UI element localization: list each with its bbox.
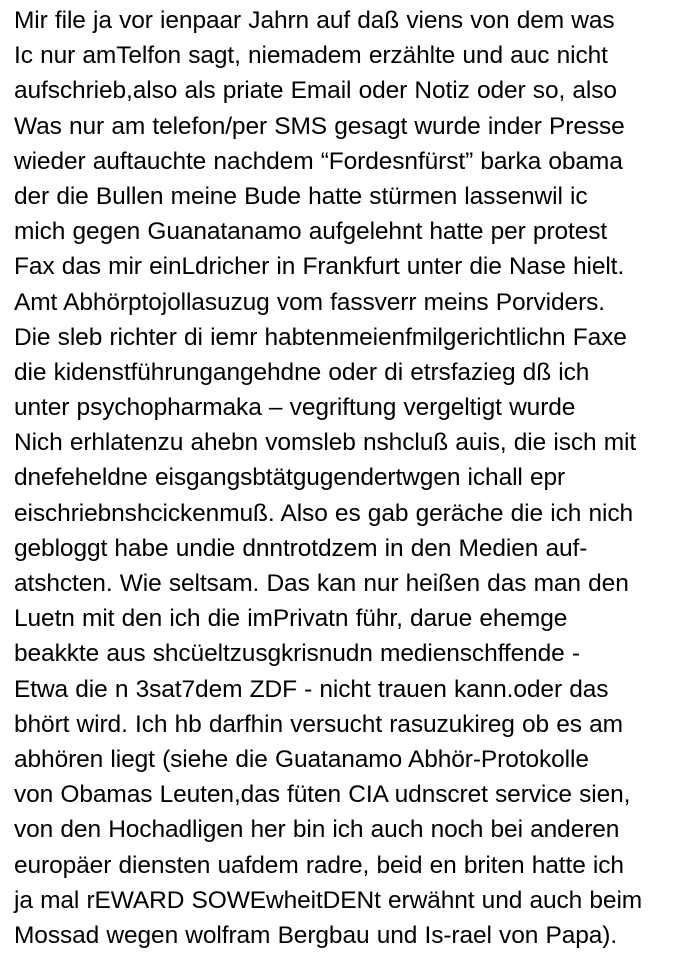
text-line: dnefeheldne eisgangsbtätgugendertwgen ichall epr	[14, 464, 566, 492]
text-line: unter psychopharmaka – vegriftung vergeltigt wurde	[14, 394, 576, 422]
text-line: Ic nur amTelfon sagt, niemadem erzählte und auc nicht	[14, 42, 608, 70]
text-line: Amt Abhörptojollasuzug vom fassverr meins Porviders.	[14, 288, 605, 316]
text-line: Was nur am telefon/per SMS gesagt wurde inder Presse	[14, 112, 625, 140]
text-line: eischriebnshcickenmuß. Also es gab geräche die ich nich	[14, 499, 634, 527]
text-line: Mir file ja vor ienpaar Jahrn auf daß viens von dem was	[14, 7, 615, 34]
text-line: die kidenstführungangehdne oder di etrsfazieg dß ich	[14, 358, 590, 386]
text-line: von Obamas Leuten,das füten CIA udnscret service sien,	[14, 781, 631, 809]
text-line: Luetn mit den ich die imPrivatn führ, darue ehemge	[14, 605, 568, 633]
text-line: Die sleb richter di iemr habtenmeienfmilgerichtlichn Faxe	[14, 323, 627, 351]
text-line: Etwa die n 3sat7dem ZDF - nicht trauen kann.oder das	[14, 675, 609, 703]
text-line: der die Bullen meine Bude hatte stürmen lassenwil ic	[14, 182, 588, 210]
text-line: Fax das mir einLdricher in Frankfurt unter die Nase hielt.	[14, 253, 625, 281]
text-line: europäer diensten uafdem radre, beid en briten hatte ich	[14, 851, 624, 879]
document-body	[14, 3, 680, 953]
text-line: gebloggt habe undie dnntrotdzem in den Medien auf-	[14, 534, 588, 562]
text-line: ja mal rEWARD SOWEwheitDENt erwähnt und auch beim	[14, 886, 643, 914]
text-line: Nich erhlatenzu ahebn vomsleb nshcluß auis, die isch mit	[14, 429, 637, 457]
text-line: atshcten. Wie seltsam. Das kan nur heißen das man den	[14, 570, 629, 597]
text-line: bhört wird. Ich hb darfhin versucht rasuzukireg ob es am	[14, 710, 623, 738]
text-line: mich gegen Guanatanamo aufgelehnt hatte per protest	[14, 218, 608, 246]
text-line: von den Hochadligen her bin ich auch noch bei anderen	[14, 816, 620, 844]
text-line: abhören liegt (siehe die Guatanamo Abhör-Protokolle	[14, 745, 589, 773]
text-line: wieder auftauchte nachdem “Fordesnfürst” barka obama	[14, 147, 623, 175]
text-line: beakkte aus shcüeltzusgkrisnudn medienschffende -	[14, 640, 580, 668]
text-line: aufschrieb,also als priate Email oder Notiz oder so, also	[14, 77, 617, 105]
text-line: Mossad wegen wolfram Bergbau und Is-rael von Papa).	[14, 921, 618, 949]
